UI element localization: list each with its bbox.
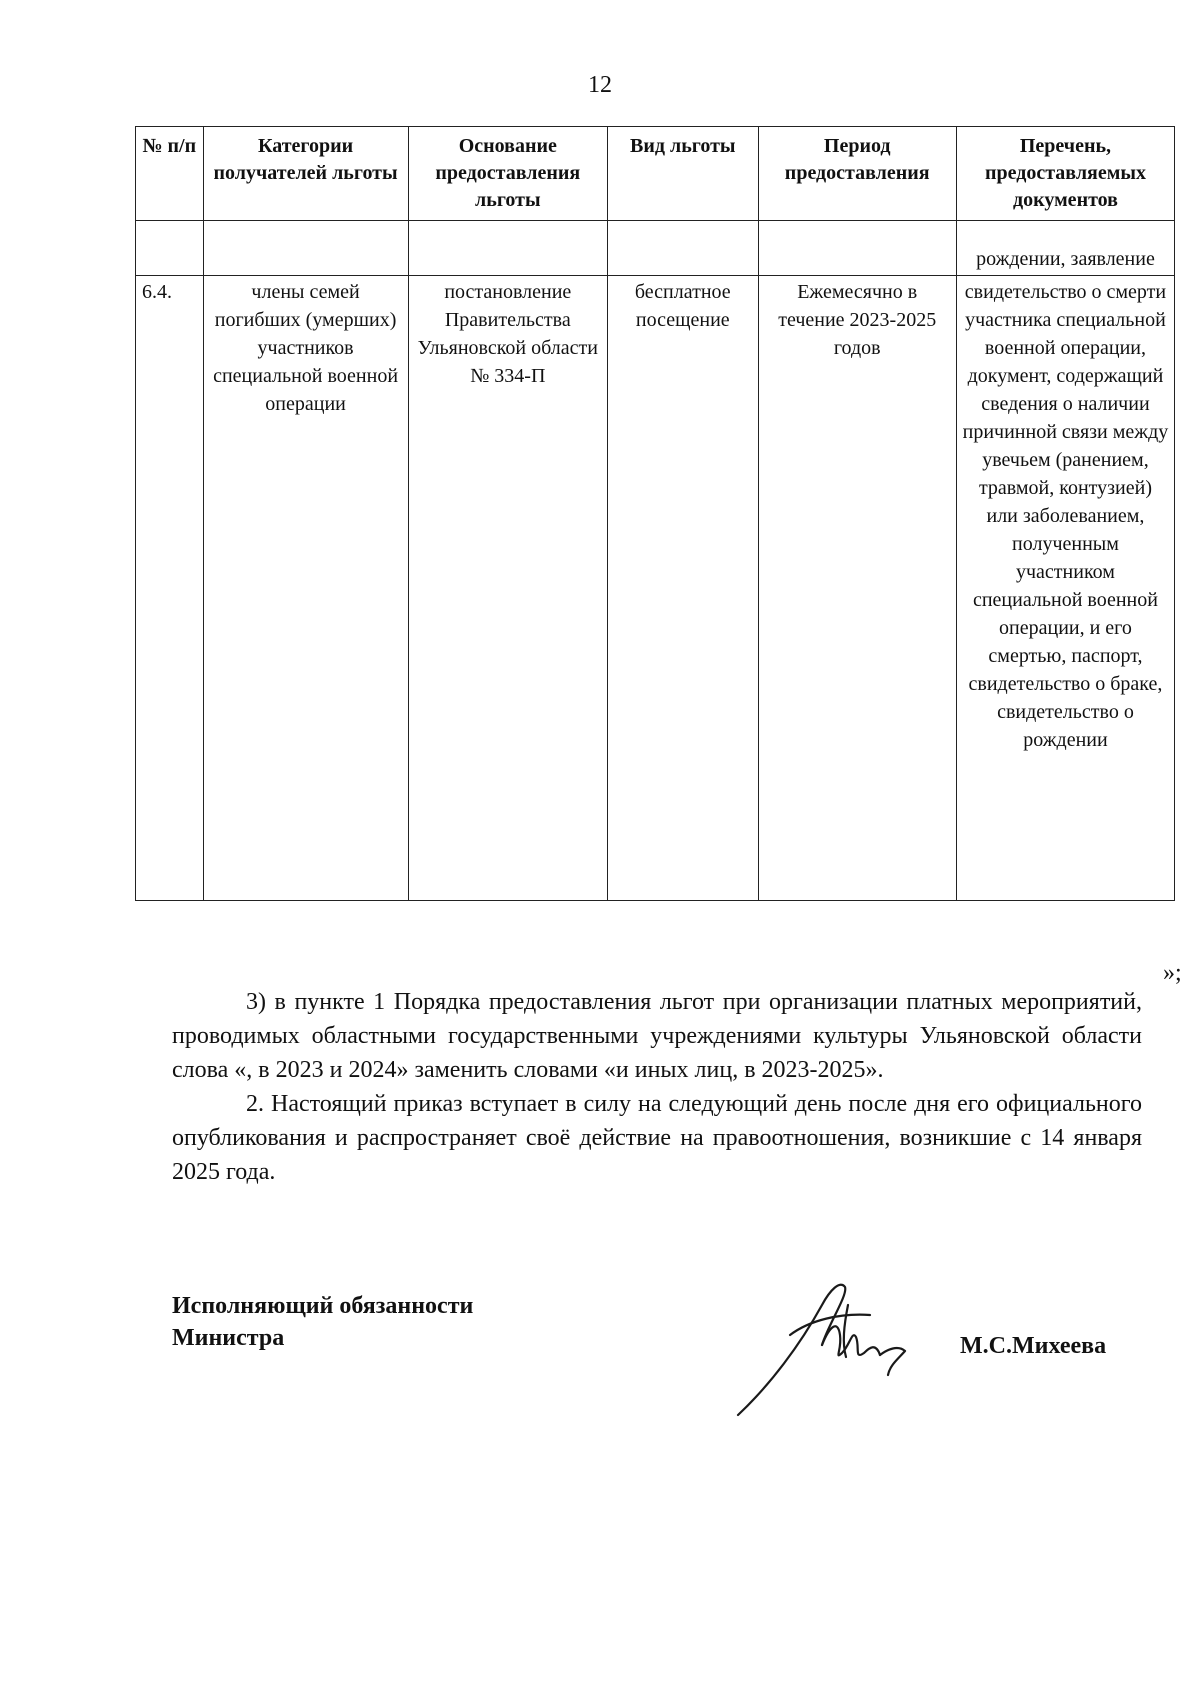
- row-number-cell: 6.4.: [136, 276, 204, 901]
- row-documents-cell: свидетельство о смерти участника специальной военной операции, документ, содержащий сведения о наличии причинной связи между увечьем (ранением, травмой, контузией) или заболеванием, полученным участником специальной военной операции, и его смертью, паспорт, свидетельство о браке, свидетельство о рождении: [956, 276, 1174, 901]
- handwritten-signature: [730, 1265, 930, 1425]
- closing-quote-mark: »;: [1163, 960, 1182, 986]
- signatory-position-line-2: Министра: [172, 1325, 285, 1351]
- signer-name: М.С.Михеева: [960, 1333, 1107, 1359]
- page-number: 12: [588, 72, 612, 98]
- empty-cell: [408, 221, 608, 276]
- header-number: № п/п: [136, 127, 204, 221]
- table-header-row: [136, 127, 1175, 221]
- paragraph-effective-date: 2. Настоящий приказ вступает в силу на следующий день после дня его официального опубликования и распространяет своё действие на правоотношения, возникшие с 14 января 2025 года.: [172, 1091, 1142, 1185]
- header-documents: Перечень, предоставляемых документов: [956, 127, 1174, 221]
- order-body-text: [172, 985, 1142, 1189]
- benefits-table: [135, 126, 1175, 901]
- header-benefit-type: Вид льготы: [608, 127, 758, 221]
- signatory-position: [172, 1290, 473, 1354]
- row-category-cell: члены семей погибших (умерших) участников специальной военной операции: [203, 276, 408, 901]
- table-row-continued: [136, 221, 1175, 276]
- continued-documents-cell: рождении, заявление: [956, 221, 1174, 276]
- header-category: Категории получателей льготы: [203, 127, 408, 221]
- signatory-position-line-1: Исполняющий обязанности: [172, 1293, 474, 1319]
- table-row: [136, 276, 1175, 901]
- header-basis: Основание предоставления льготы: [408, 127, 608, 221]
- paragraph-amendment: 3) в пункте 1 Порядка предоставления льгот при организации платных мероприятий, проводимых областными государственными учреждениями культуры Ульяновской области слова «, в 2023 и 2024» заменить словами «и иных лиц, в 2023-2025».: [172, 989, 1142, 1083]
- empty-cell: [608, 221, 758, 276]
- row-benefit-type-cell: бесплатное посещение: [608, 276, 758, 901]
- row-period-cell: Ежемесячно в течение 2023-2025 годов: [758, 276, 956, 901]
- empty-cell: [758, 221, 956, 276]
- row-basis-cell: постановление Правительства Ульяновской области № 334-П: [408, 276, 608, 901]
- header-period: Период предоставления: [758, 127, 956, 221]
- empty-cell: [136, 221, 204, 276]
- empty-cell: [203, 221, 408, 276]
